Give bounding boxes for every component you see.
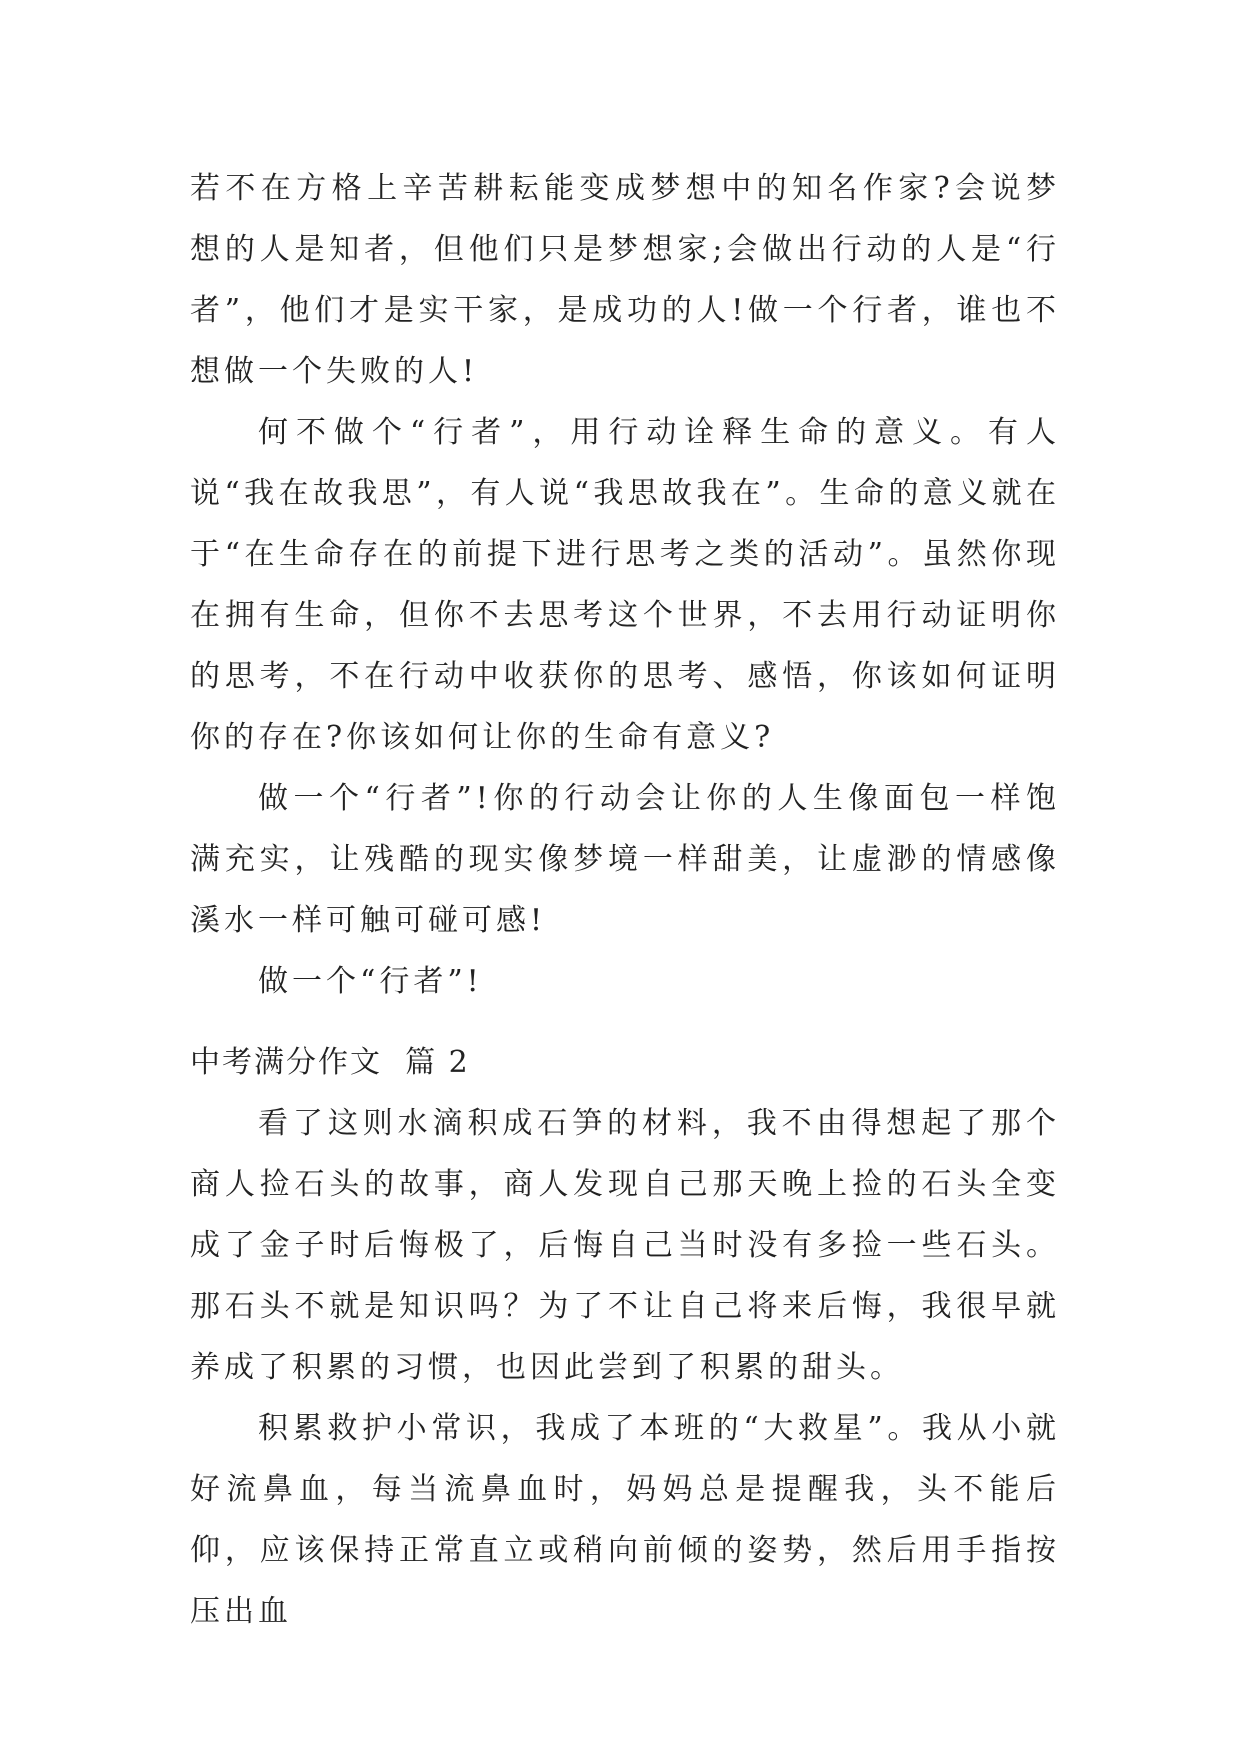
essay-one-paragraph-4: 做一个“行者”! (258, 964, 483, 999)
essay-one-paragraph-3: 做一个“行者”!你的行动会让你的人生像面包一样饱满充实，让残酷的现实像梦境一样甜美，让虚渺的情感像溪水一样可触可碰可感! (190, 781, 1060, 938)
essay-two-body (190, 1093, 1060, 1642)
essay-one-paragraph-1: 若不在方格上辛苦耕耘能变成梦想中的知名作家?会说梦想的人是知者，但他们只是梦想家;会做出行动的人是“行者”，他们才是实干家，是成功的人!做一个行者，谁也不想做一个失败的人! (190, 171, 1060, 389)
essay-two-paragraph-2: 积累救护小常识，我成了本班的“大救星”。我从小就好流鼻血，每当流鼻血时，妈妈总是提醒我，头不能后仰，应该保持正常直立或稍向前倾的姿势，然后用手指按压出血 (190, 1411, 1060, 1629)
essay-one-body (190, 158, 1060, 1012)
essay-two-heading: 中考满分作文 篇 2 (190, 1045, 470, 1080)
essay-two-paragraph-1: 看了这则水滴积成石笋的材料，我不由得想起了那个商人捡石头的故事，商人发现自己那天晚上捡的石头全变成了金子时后悔极了，后悔自己当时没有多捡一些石头。那石头不就是知识吗？为了不让自己将来后悔，我很早就养成了积累的习惯，也因此尝到了积累的甜头。 (190, 1106, 1060, 1385)
essay-one-paragraph-2: 何不做个“行者”，用行动诠释生命的意义。有人说“我在故我思”，有人说“我思故我在”。生命的意义就在于“在生命存在的前提下进行思考之类的活动”。虽然你现在拥有生命，但你不去思考这个世界，不去用行动证明你的思考，不在行动中收获你的思考、感悟，你该如何证明你的存在?你该如何让你的生命有意义? (190, 415, 1060, 755)
